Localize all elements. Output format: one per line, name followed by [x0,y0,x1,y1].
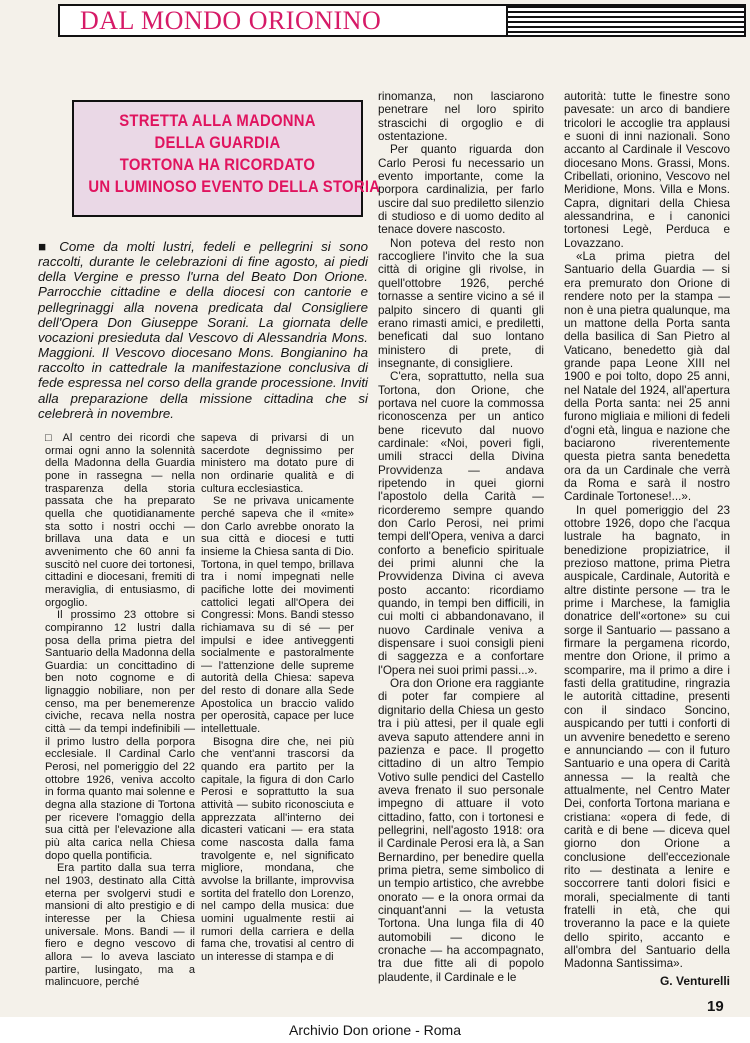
bullet-icon: ■ [38,239,51,254]
paragraph: Ora don Orione era raggiante di poter far compiere al dignitario della Chiesa un gesto tra i più attesi, per il quale egli aveva saputo attendere anni in pazienza e pace. Il progetto cittadino di un altro Tempio Votivo sulle pendici del Castello aveva frenato il suo personale impegno di attuare il voto cittadino, fatto, con i tortonesi e pellegrini, nell'agosto 1918: ora il Cardinale Perosi era là, a San Bernardino, per benedire quella prima pietra, seme simbolico di un tempio artistico, che avrebbe onorato — e la onora ormai da cinquant'anni — la vetusta Tortona. Una lunga fila di 40 automobili — dicono le cronache — ha accompagnato, tra due fitte ali di popolo plaudente, il Cardinale e le [378,677,544,984]
paragraph: Era partito dalla sua terra nel 1903, destinato alla Città eterna per svolgervi studi e mansioni di alto prestigio e di interesse per la Chiesa universale. Mons. Bandi — il fiero e degno vescovo di allora — lo aveva lasciato partire, lusingato, ma a malincuore, perché [45,862,195,989]
headline-line: UN LUMINOSO EVENTO DELLA STORIA [88,178,381,196]
page-number: 19 [707,998,724,1015]
paragraph: C'era, soprattutto, nella sua Tortona, don Orione, che portava nel cuore la commossa riconoscenza per un antico bene ricevuto dal nuovo cardinale: «Noi, poveri figli, umili stracci della Divina Provvidenza — andava ripetendo in quei giorni l'apostolo della Carità — ricorderemo sempre quando don Carlo Perosi, nei primi tempi dell'Opera, veniva a darci conforto a beneficio spirituale dei primi alunni che la Provvidenza Divina ci aveva posto accanto: ricordiamo quando, in tempi ben difficili, in cui molti ci abbandonavano, il nuovo Cardinale veniva a dispensare i suoi consigli pieni di saggezza e a confortare l'Opera nei suoi primi passi...». [378,370,544,677]
headline-line: STRETTA ALLA MADONNA [119,112,316,130]
text-column-4 [564,90,730,988]
text-column-2 [201,432,354,964]
text-column-1 [45,432,195,989]
text-column-3 [378,90,544,984]
author-signature: G. Venturelli [659,973,730,988]
section-header [58,4,746,37]
headline-line: TORTONA HA RICORDATO [119,156,316,174]
paragraph: autorità: tutte le finestre sono pavesate: un arco di bandiere tricolori le accoglie tra applausi e suoni di inni nazionali. Sono accanto al Cardinale il Vescovo diocesano Mons. Grassi, Mons. Cribellati, orionino, Vescovo nel Meridione, Mons. Villa e Mons. Capra, dignitari della Chiesa alessandrina, e i canonici tortonesi Legè, Perduca e Lovazzano. [564,90,730,250]
header-stripes-decoration [508,4,746,37]
section-title: DAL MONDO ORIONINO [58,4,508,37]
headline-box [72,100,381,217]
headline [88,102,381,198]
archive-footer: Archivio Don orione - Roma [0,1017,750,1043]
paragraph: □ Al centro dei ricordi che ormai ogni anno la solennità della Madonna della Guardia pone in rassegna — nella trasparenza della storia passata che ha preparato quella che quotidianamente sta sotto i nostri occhi — brillava una data e un avvenimento che 60 anni fa suscitò nel cuore dei tortonesi, cittadini e diocesani, fremiti di meraviglia, di entusiasmo, di orgoglio. [45,432,195,609]
paragraph: «La prima pietra del Santuario della Guardia — si era premurato don Orione di rendere noto per la stampa — non è una pietra qualunque, ma un mattone della Porta santa della basilica di San Pietro al Vaticano, benedetto già dal grande papa Leone XIII nel 1900 e poi tolto, dopo 25 anni, nel Natale del 1924, all'apertura della Porta santa: nei 25 anni furono migliaia e milioni di fedeli d'ogni età, lingua e nazione che baciarono riverentemente questa pietra santa benedetta ora da un Cardinale che verrà da Roma e sarà il nostro Cardinale Tortonese!...». [564,250,730,504]
paragraph: Bisogna dire che, nei più che vent'anni trascorsi da quando era partito per la capitale, la figura di don Carlo Perosi e soprattutto la sua attività — subito riconosciuta e apprezzata all'interno dei dicasteri vaticani — era stata come nascosta dalla fama travolgente e, nel significato migliore, mondana, che avvolse la brillante, improvvisa sortita del fratello don Lorenzo, nel campo della musica: due uomini ugualmente restii ai rumori della carriera e della fama che, trovatisi al centro di un interesse di stampa e di [201,735,354,963]
paragraph: Non poteva del resto non raccogliere l'invito che la sua città di origine gli rivolse, in quell'ottobre 1926, perché tornasse a sentire vicino a sé il palpito sincero di quanti gli erano rimasti amici, e prediletti, beneficati dal suo lontano ministero di prete, di insegnante, di consigliere. [378,236,544,370]
paragraph: sapeva di privarsi di un sacerdote degnissimo per ministero ma dotato pure di non ordinarie qualità e di cultura ecclesiastica. [201,432,354,495]
paragraph: rinomanza, non lasciarono penetrare nel loro spirito strascichi di orgoglio e di ostentazione. [378,90,544,144]
paragraph: Se ne privava unicamente perché sapeva che il «mite» don Carlo avrebbe onorato la sua città e diocesi e tutti insieme la Chiesa santa di Dio. Tortona, in quel tempo, brillava tra i nomi impegnati nelle pacifiche lotte dei movimenti cattolici legati all'Opera dei Congressi: Mons. Bandi stesso richiamava su di sé — per impulsi e idee antiveggenti socialmente e pastoralmente — l'attenzione delle supreme autorità della Chiesa: sapeva del resto di donare alla Sede Apostolica un braccio valido per operosità, capace per luce intellettuale. [201,495,354,736]
paragraph: Il prossimo 23 ottobre si compiranno 12 lustri dalla posa della prima pietra del Santuario della Madonna della Guardia: un concittadino di ben noto cognome e di lignaggio nobiliare, non per censo, ma per benemerenze civiche, recava nella nostra città — da tempi indefinibili — il primo lustro della porpora ecclesiale. Il Cardinal Carlo Perosi, nel pomeriggio del 22 ottobre 1926, veniva accolto in forma quanto mai solenne e degna alla stazione di Tortona per ricevere l'omaggio della sua città per l'elevazione alla più alta carica nella Chiesa dopo quella pontificia. [45,609,195,862]
intro-text: Come da molti lustri, fedeli e pellegrini si sono raccolti, durante le celebrazioni di fine agosto, ai piedi della Vergine e presso l'urna del Beato Don Orione. Parrocchie cittadine e della diocesi con cantorie e pellegrinaggi alla novena predicata dal Consigliere dell'Opera Don Giuseppe Sorani. La giornata delle vocazioni presieduta dal Vescovo di Alessandria Mons. Maggioni. Il Vescovo diocesano Mons. Bongianino ha raccolto in cattedrale la manifestazione conclusiva di fede espressa nel corso della grande processione. Inviti alla preparazione della missione cittadina che si celebrerà in novembre. [38,239,368,421]
paragraph: In quel pomeriggio del 23 ottobre 1926, dopo che l'acqua lustrale ha bagnato, in benedizione propiziatrice, il prezioso mattone, prima Pietra auspicale, Cardinale, Autorità e altre distinte persone — tra le prime i Marchese, la famiglia donatrice dell'«ortone» su cui sorge il Santuario — passano a firmare la pergamena ricordo, mentre don Orione, il primo a scomparire, ma il primo a dire i fasti della gratitudine, ringrazia le autorità cittadine, presenti con il sindaco Soncino, auspicando per tutti i conforti di un avvenire benedetto e sereno e annunciando — con il futuro Santuario e una opera di Carità annessa — la realtà che attualmente, nel Centro Mater Dei, conforta Tortona mariana e cristiana: «opera di fede, di carità e di bene — diceva quel giorno don Orione a conclusione dell'eccezionale rito — destinata a lenire e soccorrere tanti dolori fisici e morali, specialmente di tanti fratelli in età, che qui troveranno la pace e la quiete dello spirito, accanto e all'ombra del Santuario della Madonna Santissima». [564,503,730,971]
article-intro [38,239,368,421]
headline-line: DELLA GUARDIA [154,134,281,152]
paragraph: Per quanto riguarda don Carlo Perosi fu necessario un evento importante, come la porpora cardinalizia, per farlo uscire dal suo prediletto silenzio di studioso e di uomo dedito al tenace dovere nascosto. [378,143,544,237]
